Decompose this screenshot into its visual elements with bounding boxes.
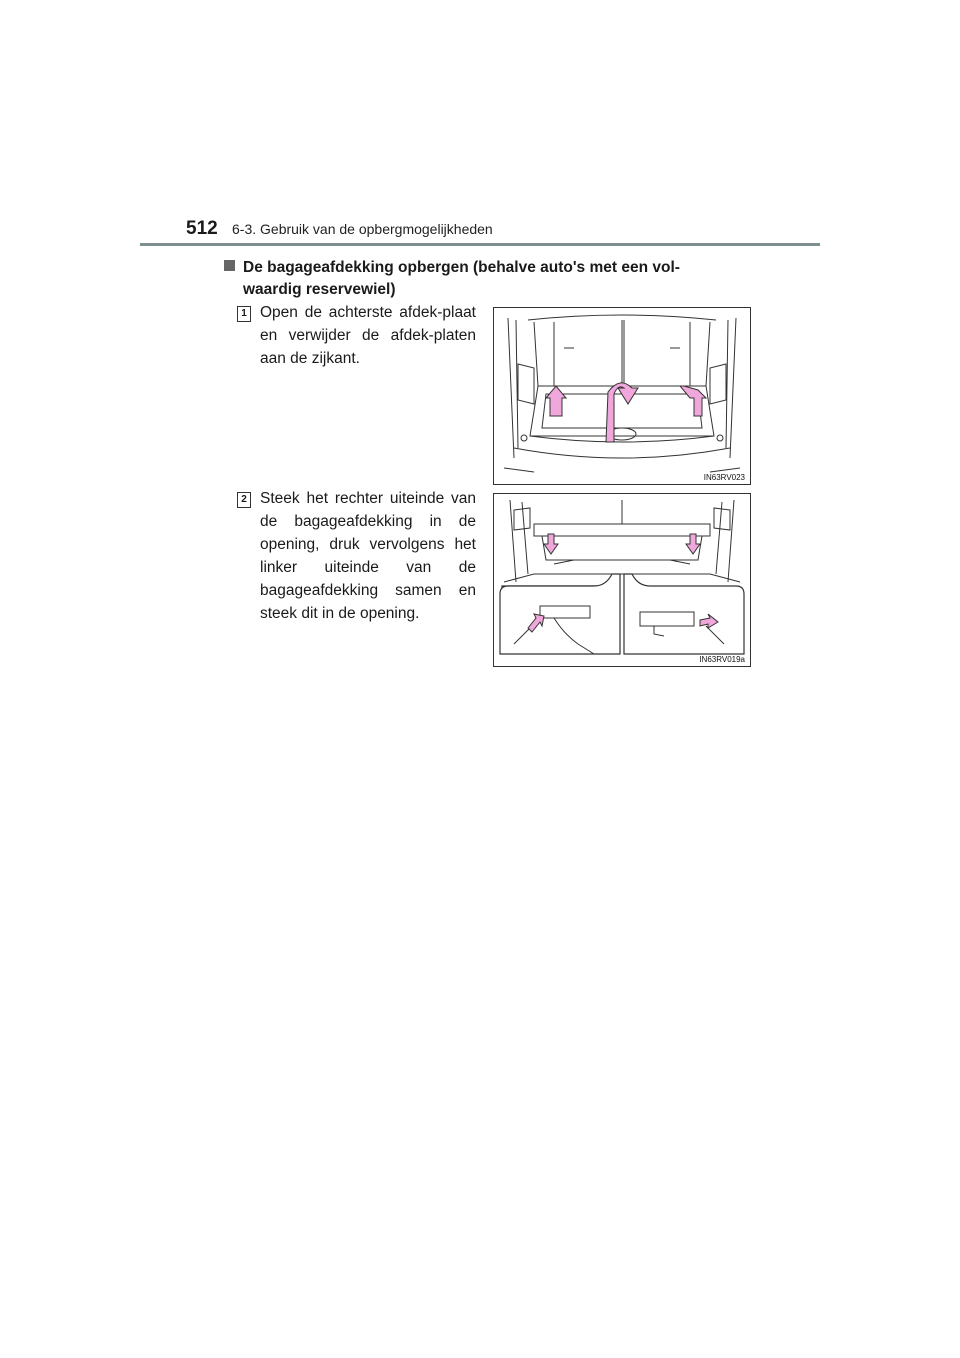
- section-title: 6-3. Gebruik van de opbergmogelijkheden: [232, 221, 493, 237]
- figure-2-id: IN63RV019a: [699, 655, 745, 664]
- step-1-text: Open de achterste afdek-plaat en verwijder de afdek-platen aan de zijkant.: [260, 304, 476, 367]
- figure-1: [493, 307, 751, 485]
- step-2-text: Steek het rechter uiteinde van de bagageafdekking in de opening, druk vervolgens het linker uiteinde van de bagageafdekking samen en steek dit in de opening.: [260, 490, 476, 622]
- step-1-number: 1: [237, 306, 251, 322]
- cargo-area-illustration: [494, 308, 750, 484]
- page-number: 512: [186, 218, 218, 239]
- figure-1-id: IN63RV023: [703, 473, 745, 482]
- figure-2: [493, 493, 751, 667]
- step-2-number: 2: [237, 492, 251, 508]
- bullet-square-icon: [224, 260, 235, 271]
- removal-arrows: [546, 383, 706, 442]
- heading-line-1: De bagageafdekking opbergen (behalve auto's met een vol-: [243, 259, 680, 276]
- cover-installation-illustration: [494, 494, 750, 666]
- heading-line-2: waardig reservewiel): [243, 281, 396, 298]
- section-heading: [224, 257, 744, 301]
- header-rule: [140, 243, 820, 246]
